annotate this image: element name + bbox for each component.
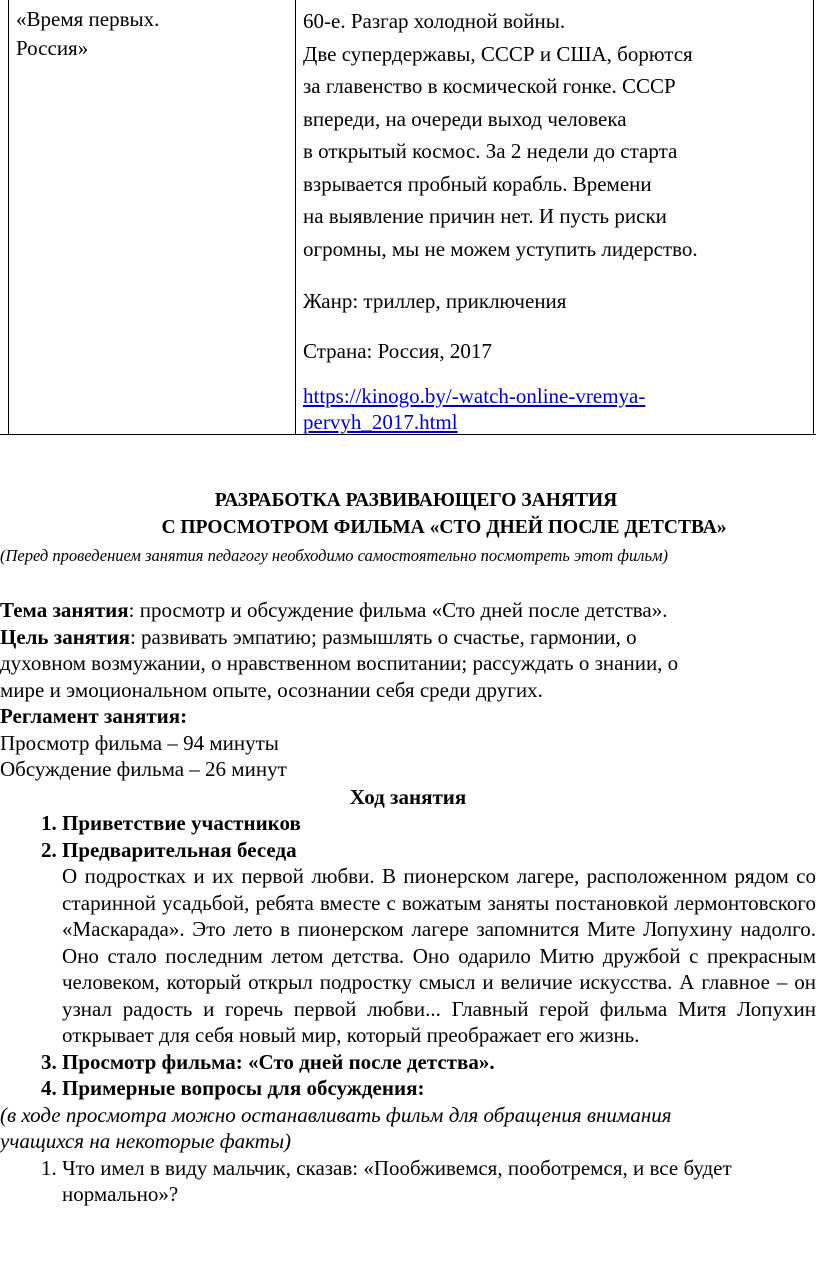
description-line: в открытый космос. За 2 недели до старта [303, 139, 678, 163]
film-link-line[interactable]: pervyh_2017.html [303, 410, 458, 434]
page-title-line-1: РАЗРАБОТКА РАЗВИВАЮЩЕГО ЗАНЯТИЯ [214, 490, 618, 511]
heading-note: (Перед проведением занятия педагогу необходимо самостоятельно посмотреть этот фильм) [0, 546, 668, 565]
goal-text-line: : развивать эмпатию; размышлять о счастье, гармонии, о [129, 624, 637, 649]
schedule-item: Обсуждение фильма – 26 минут [0, 757, 287, 781]
course-title: Ход занятия [349, 784, 467, 809]
film-title-line: «Время первых. [16, 7, 160, 31]
film-link[interactable] [303, 383, 808, 435]
film-info-cell [303, 5, 808, 435]
table-border-right [813, 0, 814, 434]
lesson-body [0, 597, 816, 1208]
step-item [62, 837, 816, 1049]
description-line: на выявление причин нет. И пусть риски [303, 204, 667, 228]
goal-label: Цель занятия [0, 624, 130, 649]
step-item [62, 1049, 816, 1076]
topic-row [0, 597, 816, 624]
schedule-item: Просмотр фильма – 94 минуты [0, 730, 279, 755]
step-title: Предварительная беседа [62, 837, 297, 862]
description-line: 60-е. Разгар холодной войны. [303, 9, 566, 33]
questions-list [0, 1155, 816, 1208]
table-border-left [8, 0, 9, 434]
step-title: Примерные вопросы для обсуждения: [62, 1076, 425, 1100]
step-title: Просмотр фильма: «Сто дней после детства». [62, 1049, 495, 1074]
film-country: Страна: Россия, 2017 [303, 339, 492, 363]
goal-block [0, 624, 816, 704]
goal-text-line: духовном возмужании, о нравственном воспитании; рассуждать о знании, о [0, 651, 679, 675]
goal-text-line: мире и эмоциональном опыте, осознании себя среди других. [0, 677, 543, 702]
topic-label: Тема занятия [0, 598, 129, 622]
schedule-label: Регламент занятия: [0, 704, 188, 728]
description-line: впереди, на очереди выход человека [303, 106, 627, 131]
discussion-note-line: учащихся на некоторые факты) [0, 1129, 292, 1153]
step-item [62, 810, 816, 837]
page-title-line-2: С ПРОСМОТРОМ ФИЛЬМА «СТО ДНЕЙ ПОСЛЕ ДЕТСТВА» [161, 517, 727, 538]
film-table [0, 0, 816, 435]
description-line: взрывается пробный корабль. Времени [303, 171, 652, 196]
description-line: за главенство в космической гонке. СССР [303, 74, 676, 98]
discussion-note [0, 1102, 816, 1155]
description-line: Две супердержавы, СССР и США, борются [303, 41, 693, 66]
film-description [303, 5, 808, 265]
discussion-note-line: (в ходе просмотра можно останавливать фильм для обращения внимания [0, 1102, 672, 1127]
step-title: Приветствие участников [62, 811, 301, 835]
step-text: О подростках и их первой любви. В пионерском лагере, расположенном рядом со старинной усадьбой, ребята вместе с вожатым заняты постановкой лермонтовского «Маскарада». Это лето в пионерском лагере запомнится Мите Лопухину надолго. Оно стало последним летом детства. Оно одарило Митю дружбой с прекрасным человеком, который открыл подростку смысл и величие искусства. А главное – он узнал радость и горечь первой любви... Главный герой фильма Митя Лопухин открывает для себя новый мир, который преображает его жизнь. [62, 864, 816, 1047]
topic-text: : просмотр и обсуждение фильма «Сто дней после детства». [128, 598, 668, 622]
step-item [62, 1075, 816, 1102]
film-genre: Жанр: триллер, приключения [303, 289, 567, 313]
table-border-middle [295, 0, 296, 434]
film-title-line: Россия» [16, 36, 89, 60]
question-item: 1. Что имел в виду мальчик, сказав: «Пообживемся, пооботремся, и все будет нормально»? [62, 1155, 816, 1208]
description-line: огромны, мы не можем уступить лидерство. [303, 236, 698, 261]
steps-list [0, 810, 816, 1102]
film-title-cell [16, 5, 286, 63]
film-link-line[interactable]: https://kinogo.by/-watch-online-vremya- [303, 384, 646, 408]
